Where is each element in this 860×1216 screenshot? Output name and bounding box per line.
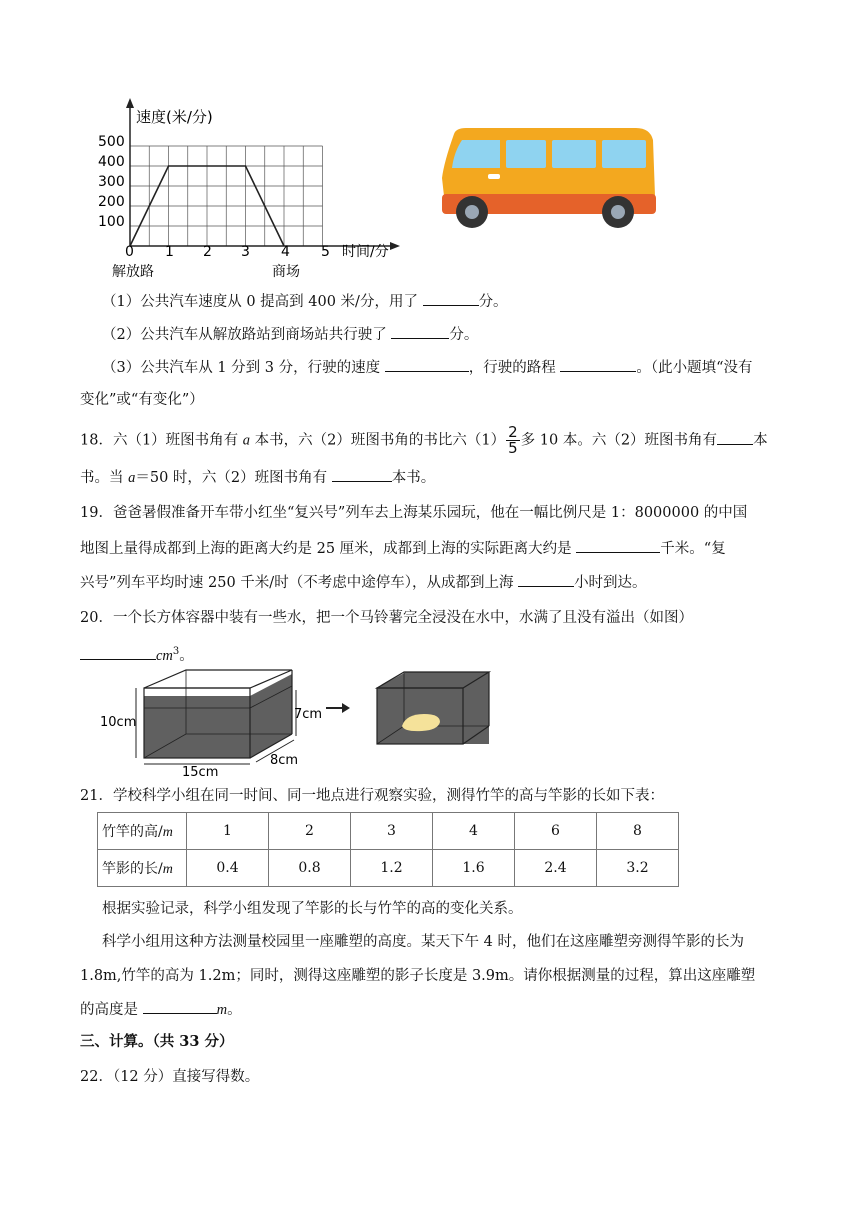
speed-time-graph: [96, 96, 436, 286]
q17-part2: [102, 324, 478, 345]
shadow-cell: 2.4: [515, 850, 597, 887]
q17-speed-blank[interactable]: [385, 357, 469, 372]
height-cell: 2: [269, 813, 351, 850]
q19-line3: [80, 572, 647, 593]
bus-front-hub: [465, 205, 479, 219]
q21-answer-blank[interactable]: [143, 999, 217, 1014]
q17-part2-blank[interactable]: [391, 324, 449, 339]
q19-text-b: 千米。“复: [660, 541, 726, 557]
x-tick-1: 1: [165, 244, 174, 260]
bamboo-shadow-table: [97, 812, 679, 887]
q18-variable-a-2: a: [128, 470, 136, 486]
fraction-denominator: 5: [508, 439, 518, 457]
q17-part1-text: （1）公共汽车速度从 0 提高到 400 米/分，用了: [102, 294, 423, 310]
container-figures: [96, 668, 496, 780]
q17-part2-text: （2）公共汽车从解放路站到商场站共行驶了: [102, 327, 392, 343]
q19-time-blank[interactable]: [518, 572, 574, 587]
shadow-cell: 0.4: [187, 850, 269, 887]
shadow-cell: 1.2: [351, 850, 433, 887]
row-label-text: 竿影的长/: [102, 861, 163, 877]
start-station-label: 解放路: [112, 264, 154, 280]
y-tick-100: 100: [98, 214, 125, 230]
q21-task-line1: 科学小组用这种方法测量校园里一座雕塑的高度。某天下午 4 时，他们在这座雕塑旁测得竿影的长为: [102, 934, 744, 950]
q17-part1-end: 分。: [478, 294, 508, 310]
q17-part2-end: 分。: [449, 327, 479, 343]
q22-line: 22．（12 分）直接写得数。: [80, 1069, 260, 1085]
x-tick-5: 5: [321, 244, 330, 260]
q21-answer-text: 的高度是: [80, 1002, 143, 1018]
height-cell: 6: [515, 813, 597, 850]
row-label-height: [98, 813, 187, 850]
y-axis-label: 速度(米/分): [136, 108, 213, 126]
bus-window-2: [552, 140, 596, 168]
width-dimension: 8cm: [270, 753, 299, 768]
q21-line1: 21．学校科学小组在同一时间、同一地点进行观察实验，测得竹竿的高与竿影的长如下表：: [80, 788, 664, 804]
height-dimension: 10cm: [100, 715, 137, 730]
y-tick-300: 300: [98, 174, 125, 190]
x-tick-2: 2: [203, 244, 212, 260]
q19-line2: [80, 538, 726, 559]
x-tick-3: 3: [241, 244, 250, 260]
shadow-cell: 3.2: [597, 850, 679, 887]
y-axis-arrow: [126, 98, 134, 108]
q18-blank-1[interactable]: [717, 430, 753, 445]
height-cell: 1: [187, 813, 269, 850]
q18-fraction: [506, 425, 520, 456]
q17-part3-text: （3）公共汽车从 1 分到 3 分，行驶的速度: [102, 360, 385, 376]
q19-text-a: 地图上量得成都到上海的距离大约是 25 厘米，成都到上海的实际距离大约是: [80, 541, 577, 557]
q18-text-f: ＝50 时，六（2）班图书角有: [135, 470, 332, 486]
bus-window-1: [506, 140, 546, 168]
q20-line2: [80, 642, 194, 666]
row-label-unit: m: [162, 825, 173, 840]
fraction-numerator: 2: [508, 423, 518, 441]
q18-text-a: 18．六（1）班图书角有: [80, 432, 243, 449]
q17-part3: [102, 357, 753, 378]
q17-part1-blank[interactable]: [423, 291, 479, 306]
water-height-dimension: 7cm: [294, 707, 323, 722]
row-label-text: 竹竿的高/: [102, 824, 163, 840]
bus-window-3: [602, 140, 646, 168]
table-row: [98, 813, 679, 850]
q21-finding: 根据实验记录，科学小组发现了竿影的长与竹竿的高的变化关系。: [102, 901, 523, 917]
q19-distance-blank[interactable]: [576, 538, 660, 553]
q20-volume-blank[interactable]: [80, 645, 156, 660]
end-station-label: 商场: [272, 264, 300, 280]
q17-part1: [102, 291, 508, 312]
length-dimension: 15cm: [182, 765, 219, 780]
graph-grid: [130, 146, 323, 246]
q18-line2: [80, 467, 435, 488]
bus-door-handle: [488, 174, 500, 179]
q20-unit-exponent: 3: [172, 646, 180, 657]
q17-part3-hint: 。（此小题填“没有: [636, 360, 753, 376]
q18-blank-2[interactable]: [332, 467, 392, 482]
x-axis-label: 时间/分: [342, 244, 389, 260]
q21-task-line2: 1.8m,竹竿的高为 1.2m；同时，测得这座雕塑的影子长度是 3.9m。请你根据测量的过程，算出这座雕塑: [80, 968, 756, 984]
container-with-potato: [377, 672, 489, 744]
full-water-top: [377, 672, 489, 688]
y-tick-400: 400: [98, 154, 125, 170]
q17-distance-blank[interactable]: [560, 357, 636, 372]
q19-line1: 19．爸爸暑假准备开车带小红坐“复兴号”列车去上海某乐园玩，他在一幅比例尺是 1：8000000 的中国: [80, 505, 748, 521]
q17-part3-mid: ，行驶的路程: [468, 360, 561, 376]
y-tick-200: 200: [98, 194, 125, 210]
row-label-shadow: [98, 850, 187, 887]
transition-arrowhead: [342, 703, 350, 713]
q18-line1: [80, 425, 768, 456]
container-top-face: [144, 670, 292, 688]
table-row: [98, 850, 679, 887]
bus-rear-hub: [611, 205, 625, 219]
y-tick-500: 500: [98, 134, 125, 150]
q18-text-b: 本书，六（2）班图书角的书比六（1）: [250, 432, 506, 449]
q19-text-d: 小时到达。: [574, 575, 647, 591]
q20-unit: cm: [156, 647, 173, 664]
row-label-unit: m: [162, 862, 173, 877]
q18-text-g: 本书。: [391, 470, 436, 486]
shadow-cell: 0.8: [269, 850, 351, 887]
q18-variable-a: a: [242, 432, 251, 449]
q18-text-c: 多 10 本。六（2）班图书角有: [520, 432, 718, 449]
q17-part3-cont: 变化”或“有变化”）: [80, 392, 204, 408]
q19-text-c: 兴号”列车平均时速 250 千米/时（不考虑中途停车），从成都到上海: [80, 575, 519, 591]
q18-text-d: 本: [753, 432, 768, 449]
x-tick-4: 4: [281, 244, 290, 260]
container-with-water: [100, 670, 322, 780]
height-cell: 3: [351, 813, 433, 850]
q20-end: 。: [179, 647, 194, 664]
height-cell: 8: [597, 813, 679, 850]
bus-illustration: [436, 126, 660, 234]
x-tick-0: 0: [125, 244, 134, 260]
height-cell: 4: [433, 813, 515, 850]
x-axis-arrow: [390, 242, 400, 250]
q21-answer-unit: m: [216, 1002, 228, 1018]
q20-line1: 20．一个长方体容器中装有一些水，把一个马铃薯完全浸没在水中，水满了且没有溢出（如图）: [80, 610, 693, 626]
q21-answer-end: 。: [227, 1002, 242, 1018]
q18-text-e: 书。当: [80, 470, 129, 486]
section-3-title: 三、计算。（共 33 分）: [80, 1033, 234, 1050]
shadow-cell: 1.6: [433, 850, 515, 887]
q21-task-line3: [80, 999, 242, 1020]
